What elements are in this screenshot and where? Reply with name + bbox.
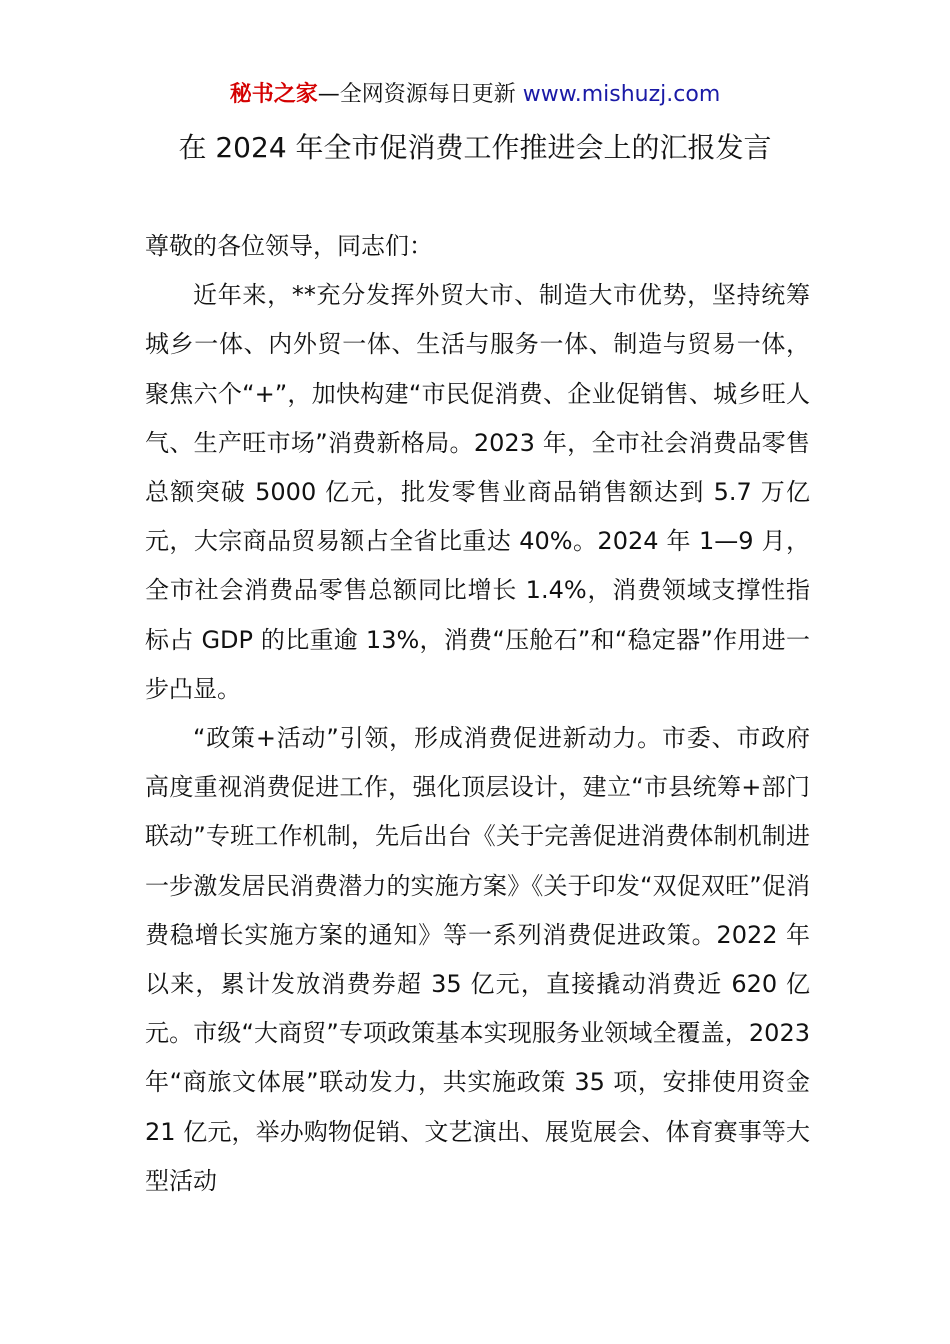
paragraph: “政策+活动”引领，形成消费促进新动力。市委、市政府高度重视消费促进工作，强化顶层设计，建立“市县统筹+部门联动”专班工作机制，先后出台《关于完善促进消费体制机制进一步激发居民消费潜力的实施方案》《关于印发“双促双旺”促消费稳增长实施方案的通知》等一系列消费促进政策。2022 年以来，累计发放消费券超 35 亿元，直接撬动消费近 620 亿元。市级“大商贸”专项政策基本实现服务业领域全覆盖，2023 年“商旅文体展”联动发力，共实施政策 35 项，安排使用资金 21 亿元，举办购物促销、文艺演出、展览展会、体育赛事等大型活动: [145, 724, 810, 1195]
brand-name: 秘书之家: [229, 82, 318, 107]
site-banner: [0, 78, 950, 112]
document-body: [145, 222, 810, 1206]
document-title: 在 2024 年全市促消费工作推进会上的汇报发言: [178, 131, 772, 164]
site-url-link[interactable]: www.mishuzj.com: [522, 82, 721, 107]
greeting: 尊敬的各位领导，同志们：: [145, 232, 433, 260]
banner-tagline: —全网资源每日更新: [317, 82, 516, 107]
paragraph: 近年来，**充分发挥外贸大市、制造大市优势，坚持统筹城乡一体、内外贸一体、生活与服务一体、制造与贸易一体，聚焦六个“+”，加快构建“市民促消费、企业促销售、城乡旺人气、生产旺市场”消费新格局。2023 年，全市社会消费品零售总额突破 5000 亿元，批发零售业商品销售额达到 5.7 万亿元，大宗商品贸易额占全省比重达 40%。2024 年 1—9 月，全市社会消费品零售总额同比增长 1.4%，消费领域支撑性指标占 GDP 的比重逾 13%，消费“压舱石”和“稳定器”作用进一步凸显。: [145, 281, 810, 703]
